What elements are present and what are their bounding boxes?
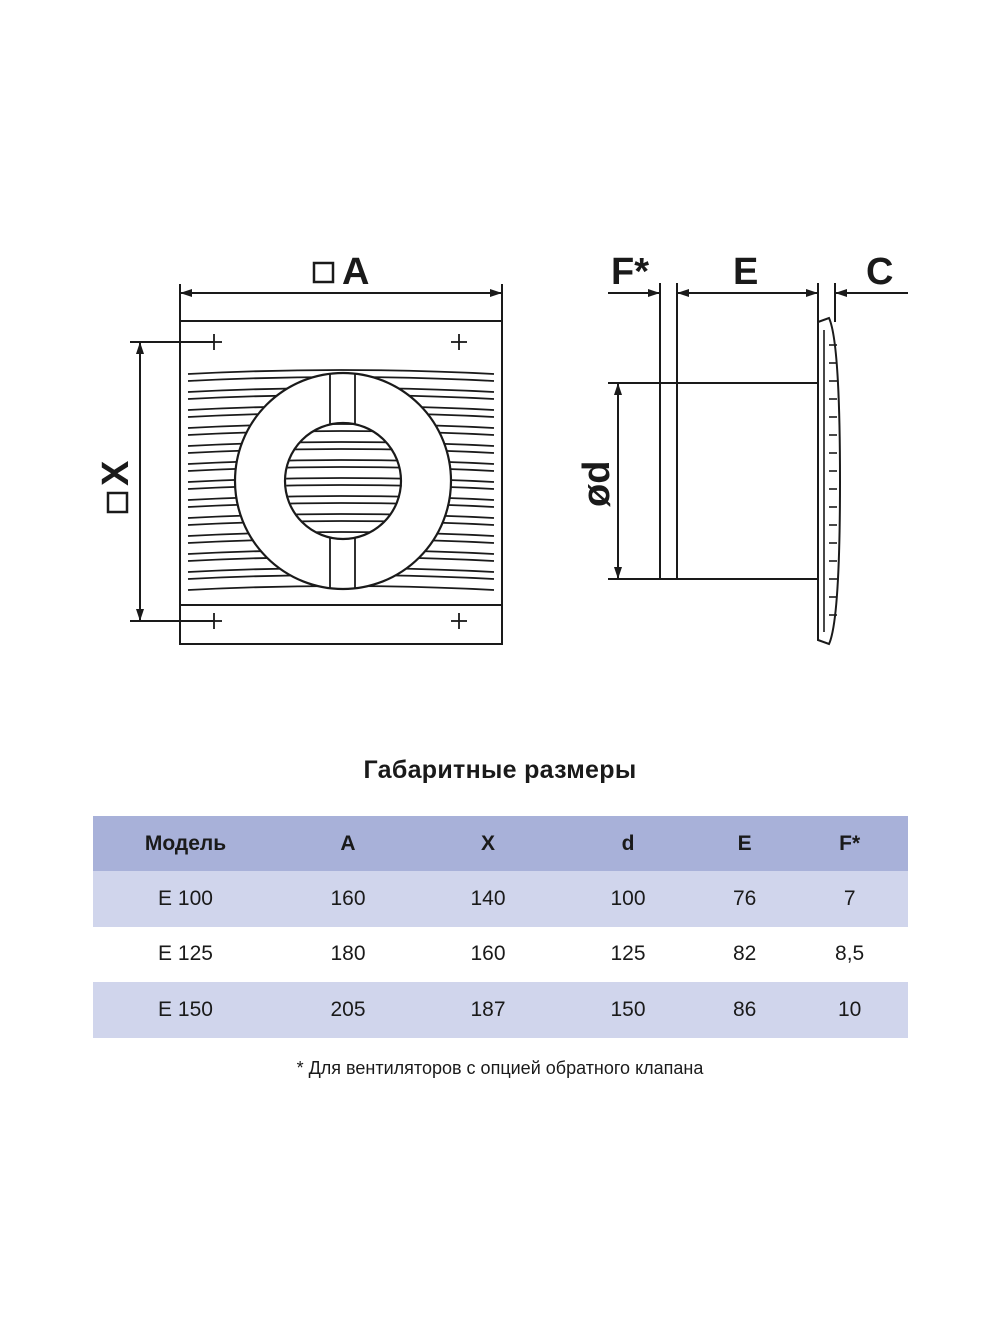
table-cell: 76 <box>732 886 757 910</box>
table-cell: 160 <box>470 942 506 966</box>
header-cell: F* <box>839 831 861 855</box>
table-cell: 86 <box>732 997 757 1021</box>
front-view <box>130 284 502 644</box>
label-x <box>95 460 137 512</box>
footnote: * Для вентиляторов с опцией обратного клапана <box>296 1058 704 1078</box>
table-cell: 82 <box>732 942 757 966</box>
svg-text:X: X <box>95 460 137 486</box>
label-d: ød <box>576 460 618 507</box>
table-cell: E 125 <box>158 942 213 966</box>
label-f: F* <box>611 251 649 293</box>
label-c: C <box>866 251 894 293</box>
table-cell: 7 <box>843 886 856 910</box>
side-view <box>608 283 908 644</box>
table-title: Габаритные размеры <box>363 756 637 784</box>
dimensions-table <box>93 816 908 1038</box>
table-cell: 160 <box>330 886 366 910</box>
check-valve <box>660 383 677 579</box>
table-cell: 180 <box>330 942 366 966</box>
table-cell: 150 <box>610 997 646 1021</box>
table-cell: E 150 <box>158 997 213 1021</box>
grille-profile <box>818 318 840 644</box>
table-cell: 205 <box>330 997 366 1021</box>
header-cell: X <box>480 831 495 855</box>
table-cell: 10 <box>837 997 862 1021</box>
svg-text:A: A <box>342 251 370 293</box>
table-row <box>93 927 908 983</box>
table-cell: 140 <box>470 886 506 910</box>
table-row <box>93 982 908 1038</box>
header-cell: d <box>621 831 635 855</box>
table-cell: 100 <box>610 886 646 910</box>
header-cell: E <box>737 831 752 855</box>
duct-body <box>677 383 818 579</box>
table-cell: E 100 <box>158 886 213 910</box>
label-a <box>314 251 369 293</box>
table-row <box>93 871 908 927</box>
table-cell: 8,5 <box>835 942 865 966</box>
table-cell: 125 <box>610 942 646 966</box>
header-cell: Модель <box>144 831 227 855</box>
label-e: E <box>733 251 759 293</box>
table-header-row <box>93 816 908 871</box>
table-cell: 187 <box>470 997 506 1021</box>
header-cell: A <box>340 831 356 855</box>
